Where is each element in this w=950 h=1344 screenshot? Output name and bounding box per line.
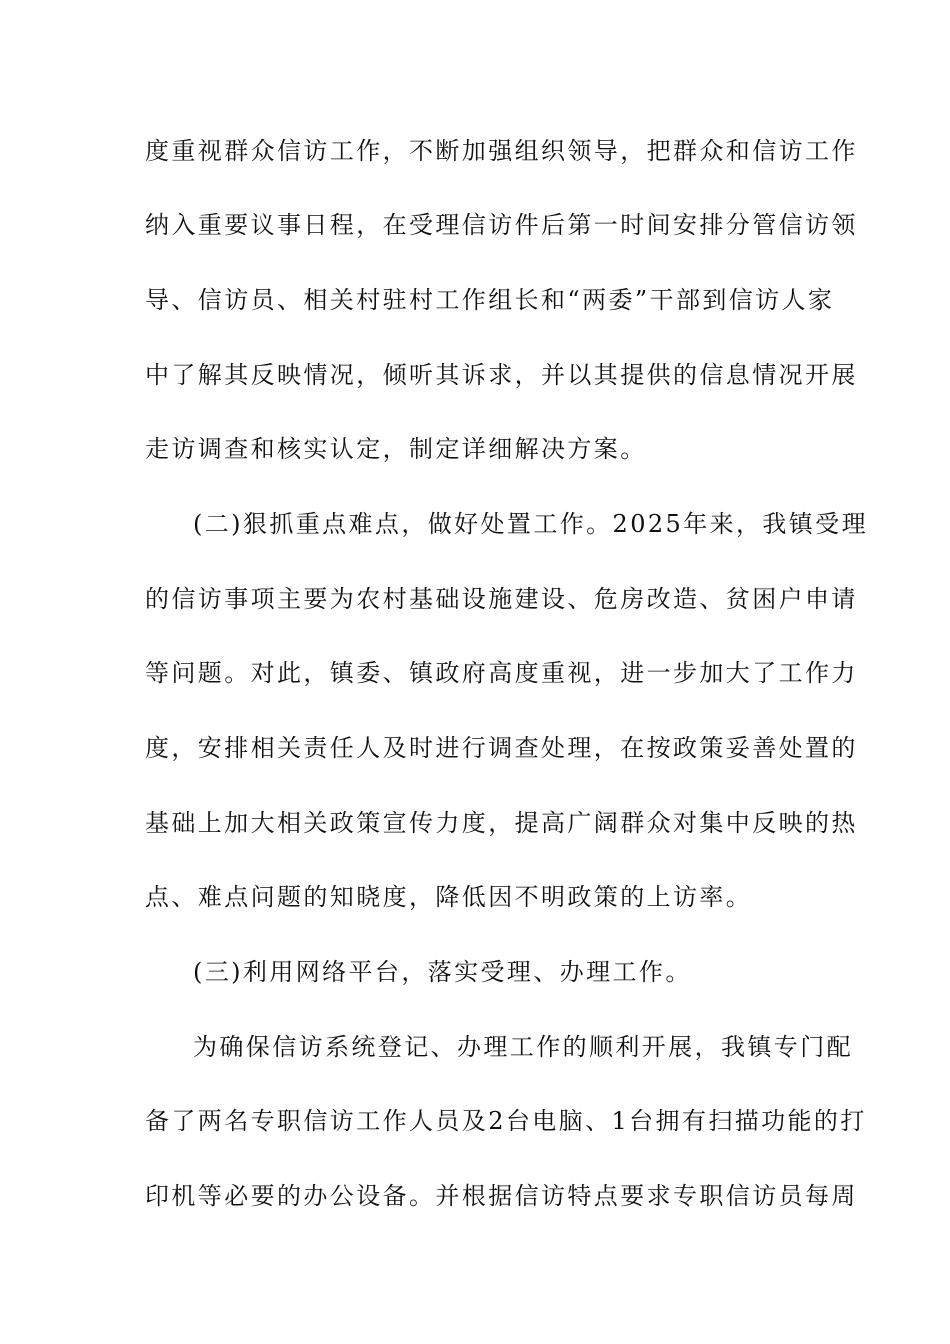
text-line-10: 基础上加大相关政策宣传力度，提高广阔群众对集中反映的热: [145, 809, 858, 837]
text-line-1: 度重视群众信访工作，不断加强组织领导，把群众和信访工作: [145, 137, 858, 165]
text-line-13: 为确保信访系统登记、办理工作的顺利开展，我镇专门配: [193, 1033, 853, 1061]
text-line-7: 的信访事项主要为农村基础设施建设、危房改造、贫困户申请: [145, 585, 858, 613]
text-line-15: 印机等必要的办公设备。并根据信访特点要求专职信访员每周: [145, 1182, 858, 1210]
section-heading-3: (三)利用网络平台，落实受理、办理工作。: [193, 958, 692, 986]
section-heading-2: (二)狠抓重点难点，做好处置工作。2025年来，我镇受理: [193, 510, 869, 538]
text-line-2: 纳入重要议事日程，在受理信访件后第一时间安排分管信访领: [145, 211, 858, 239]
text-line-14: 备了两名专职信访工作人员及2台电脑、1台拥有扫描功能的打: [145, 1107, 867, 1135]
text-line-3: 导、信访员、相关村驻村工作组长和“两委”干部到信访人家: [145, 286, 835, 314]
text-line-4: 中了解其反映情况，倾听其诉求，并以其提供的信息情况开展: [145, 361, 858, 389]
text-line-5: 走访调查和核实认定，制定详细解决方案。: [145, 435, 647, 463]
text-line-11: 点、难点问题的知晓度，降低因不明政策的上访率。: [145, 883, 753, 911]
text-line-8: 等问题。对此，镇委、镇政府高度重视，进一步加大了工作力: [145, 659, 858, 687]
text-line-9: 度，安排相关责任人及时进行调查处理，在按政策妥善处置的: [145, 734, 858, 762]
